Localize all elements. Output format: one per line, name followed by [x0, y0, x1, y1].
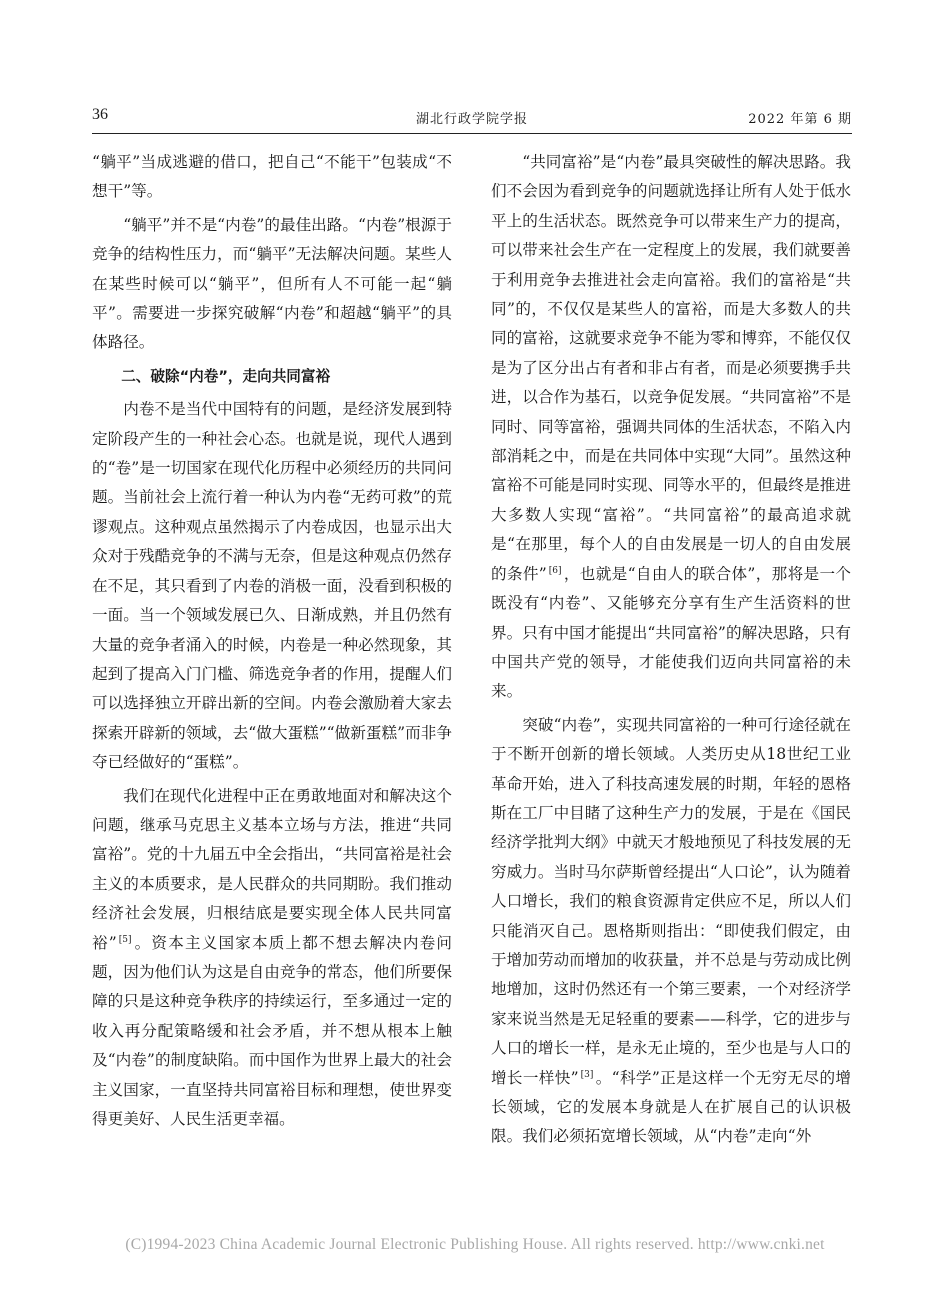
section-heading: 二、破除“内卷”，走向共同富裕 [121, 367, 331, 385]
copyright-footer: (C)1994-2023 China Academic Journal Electronic Publishing House. All rights reserved. http://www.cnki.net [125, 1236, 825, 1253]
paragraph-text: 。资本主义国家本质上都不想去解决内卷问题，因为他们认为这是自由竞争的常态，他们所要保障的只是这种竞争秩序的持续运行，至多通过一定的收入再分配策略缓和社会矛盾，并不想从根本上触及“内卷”的制度缺陷。而中国作为世界上最大的社会主义国家，一直坚持共同富裕目标和理想，使世界变得更美好、人民生活更幸福。 [92, 933, 452, 1128]
right-column [491, 148, 851, 1152]
citation-marker: [3] [580, 1069, 594, 1080]
citation-marker: [6] [548, 565, 562, 576]
header-rule [92, 133, 852, 134]
paragraph-text: ，也就是“自由人的联合体”，那将是一个既没有“内卷”、又能够充分享有生产生活资料的世界。只有中国才能提出“共同富裕”的解决思路，只有中国共产党的领导，才能使我们迈向共同富裕的未来。 [491, 564, 851, 701]
paragraph-text: 突破“内卷”，实现共同富裕的一种可行途径就在于不断开创新的增长领域。人类历史从18世纪工业革命开始，进入了科技高速发展的时期，年轻的恩格斯在工厂中目睹了这种生产力的发展，于是在《国民经济学批判大纲》中就天才般地预见了科技发展的无穷威力。当时马尔萨斯曾经提出“人口论”，认为随着人口增长，我们的粮食资源肯定供应不足，所以人们只能消灭自己。恩格斯则指出：“即使我们假定，由于增加劳动而增加的收获量，并不总是与劳动成比例地增加，这时仍然还有一个第三要素，一个对经济学家来说当然是无足轻重的要素——科学，它的进步与人口的增长一样，是永无止境的，至少也是与人口的增长一样快” [491, 715, 851, 1087]
left-column [92, 148, 452, 1134]
paragraph [491, 711, 851, 1152]
paragraph [491, 148, 851, 707]
paragraph-text: “共同富裕”是“内卷”最具突破性的解决思路。我们不会因为看到竞争的问题就选择让所有人处于低水平上的生活状态。既然竞争可以带来生产力的提高，可以带来社会生产在一定程度上的发展，我们就要善于利用竞争去推进社会走向富裕。我们的富裕是“共同”的，不仅仅是某些人的富裕，而是大多数人的共同的富裕，这就要求竞争不能为零和博弈，不能仅仅是为了区分出占有者和非占有者，而是必须要携手共进，以合作为基石，以竞争促发展。“共同富裕”不是同时、同等富裕，强调共同体的生活状态，不陷入内部消耗之中，而是在共同体中实现“大同”。虽然这种富裕不可能是同时实现、同等水平的，但最终是推进大多数人实现“富裕”。“共同富裕”的最高追求就是“在那里，每个人的自由发展是一切人的自由发展的条件” [491, 153, 851, 583]
issue-label: 2022 年第 6 期 [748, 112, 852, 127]
paragraph: “躺平”当成逃避的借口，把自己“不能干”包装成“不想干”等。 [92, 153, 452, 201]
paragraph [92, 782, 452, 1135]
running-header [92, 106, 852, 132]
paragraph-text: 我们在现代化进程中正在勇敢地面对和解决这个问题，继承马克思主义基本立场与方法，推进“共同富裕”。党的十九届五中全会指出，“共同富裕是社会主义的本质要求，是人民群众的共同期盼。我们推动经济社会发展，归根结底是要实现全体人民共同富裕” [92, 786, 452, 952]
citation-marker: [5] [118, 934, 132, 945]
journal-title: 湖北行政学院学报 [415, 112, 528, 127]
paragraph-text: 。“科学”正是这样一个无穷无尽的增长领域，它的发展本身就是人在扩展自己的认识极限。我们必须拓宽增长领域，从“内卷”走向“外 [491, 1068, 851, 1146]
paragraph: 内卷不是当代中国特有的问题，是经济发展到特定阶段产生的一种社会心态。也就是说，现代人遇到的“卷”是一切国家在现代化历程中必须经历的共同问题。当前社会上流行着一种认为内卷“无药可救”的荒谬观点。这种观点虽然揭示了内卷成因，也显示出大众对于残酷竞争的不满与无奈，但是这种观点仍然存在不足，其只看到了内卷的消极一面，没看到积极的一面。当一个领域发展已久、日渐成熟，并且仍然有大量的竞争者涌入的时候，内卷是一种必然现象，其起到了提高入门门槛、筛选竞争者的作用，提醒人们可以选择独立开辟出新的空间。内卷会激励着大家去探索开辟新的领域，去“做大蛋糕”“做新蛋糕”而非争夺已经做好的“蛋糕”。 [92, 400, 452, 772]
paragraph: “躺平”并不是“内卷”的最佳出路。“内卷”根源于竞争的结构性压力，而“躺平”无法解决问题。某些人在某些时候可以“躺平”，但所有人不可能一起“躺平”。需要进一步探究破解“内卷”和超越“躺平”的具体路径。 [92, 215, 452, 352]
page-number: 36 [92, 106, 108, 123]
